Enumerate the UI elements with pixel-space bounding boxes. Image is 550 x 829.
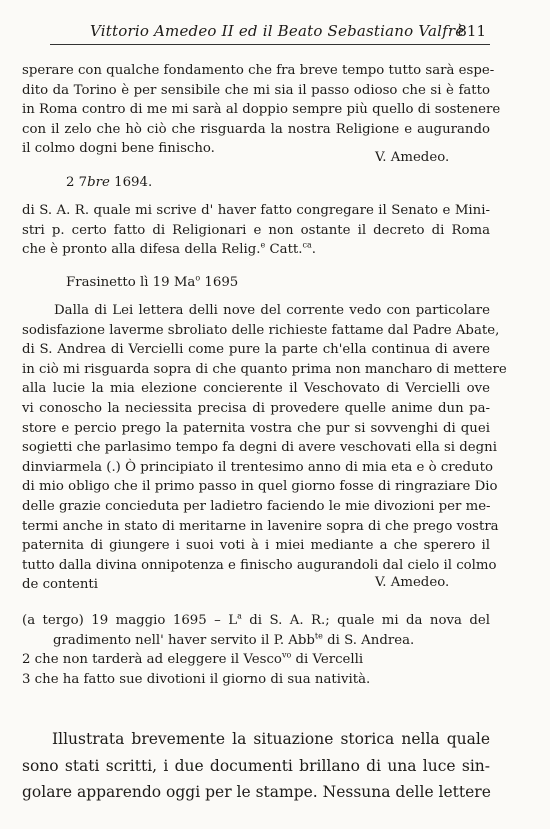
commentary-body: [22, 726, 490, 806]
text-line: dinviarmela (.) Ò principiato il trentesimo anno di mia eta e ò creduto: [22, 459, 493, 475]
text-line: alla lucie la mia elezione concierente il Veschovato di Vercielli ove: [22, 381, 490, 397]
note2-body: [22, 611, 490, 689]
text-line: di mio obligo che il primo passo in quel giorno fosse di ringraziare Dio: [22, 479, 498, 495]
text-line: delle grazie concieduta per ladietro faciendo le mie divozioni per me-: [22, 498, 491, 514]
text-line: di S. Andrea di Vercielli come pure la parte ch'ella continua di avere: [22, 342, 490, 358]
text-line: sperare con qualche fondamento che fra breve tempo tutto sarà espe-: [22, 63, 495, 78]
text-line: tutto dalla divina onnipotenza e finischo augurandoli dal cielo il colmo: [22, 557, 497, 573]
letter1-body: [22, 61, 501, 159]
text-line: il colmo dogni bene finischo.: [22, 141, 215, 157]
note1-body: [22, 201, 490, 260]
letter2-body: [22, 301, 507, 595]
text-line: 2 che non tarderà ad eleggere il Vesco$^{vo}$ di Vercelli: [22, 650, 364, 668]
text-line: store e percio prego la paternita vostra che pur si sovvenghi di quei: [22, 420, 490, 436]
text-line: di S. A. R. quale mi scrive d' haver fatto congregare il Senato e Mini-: [22, 203, 490, 218]
text-line: de contenti: [22, 577, 98, 593]
text-line: dito da Torino è per sensibile che mi sia il passo odioso che si è fatto: [22, 82, 490, 98]
text-line: 3 che ha fatto sue divotioni il giorno di sua natività.: [22, 671, 371, 687]
text-line: Dalla di Lei lettera delli nove del corrente vedo con particolare: [54, 303, 490, 318]
text-line: (a tergo) 19 maggio $1695 - L^a$ di S. A. R.; quale mi da nova del: [22, 611, 490, 628]
text-line: stri p. certo fatto di Religionari e non ostante il decreto di Roma: [22, 222, 490, 238]
text-line: con il zelo che hò ciò che risguarda la nostra Religione e augurando: [22, 121, 490, 137]
text-line: sodisfazione laverme sbroliato delle richieste fattame dal Padre Abate,: [22, 322, 500, 338]
text-line: golare apparendo oggi per le stampe. Nessuna delle lettere: [22, 783, 491, 801]
text-line: sono stati scritti, i due documenti brillano di una luce sin-: [22, 756, 490, 775]
running-header: [50, 22, 490, 45]
note1-date: 2 7bre 1694.: [66, 175, 153, 190]
page-number: 811: [457, 22, 486, 40]
letter2-heading: Frasinetto lì 19 Ma$^o$ 1695: [66, 273, 239, 290]
text-line: termi anche in stato di meritarne in lavenire sopra di che prego vostra: [22, 518, 499, 534]
text-line: vi conoscho la neciessita precisa di provedere quelle anime dun pa-: [22, 400, 490, 416]
text-line: che è pronto alla difesa della Relig.$^e$ Catt.$^{ca}$.: [22, 240, 316, 258]
text-line: sogietti che parlasimo tempo fa degni di avere veschovati ella si degni: [22, 440, 497, 456]
text-line: in ciò mi risguarda sopra di che quanto prima non mancharo di mettere: [22, 361, 507, 377]
text-line: in Roma contro di me mi sarà al doppio sempre più quello di sostenere: [22, 102, 501, 118]
text-line: Illustrata brevemente la situazione storica nella quale: [52, 730, 490, 748]
text-line: gradimento nell' haver servito il P. Abb$^{te}$ di S. Andrea.: [53, 631, 415, 648]
letter1-signature: V. Amedeo.: [375, 150, 450, 165]
text-line: paternita di giungere i suoi voti à i miei mediante a che sperero il: [22, 538, 490, 554]
running-title: Vittorio Amedeo II ed il Beato Sebastiano Valfrè: [90, 22, 465, 40]
letter2-signature: V. Amedeo.: [375, 575, 450, 590]
